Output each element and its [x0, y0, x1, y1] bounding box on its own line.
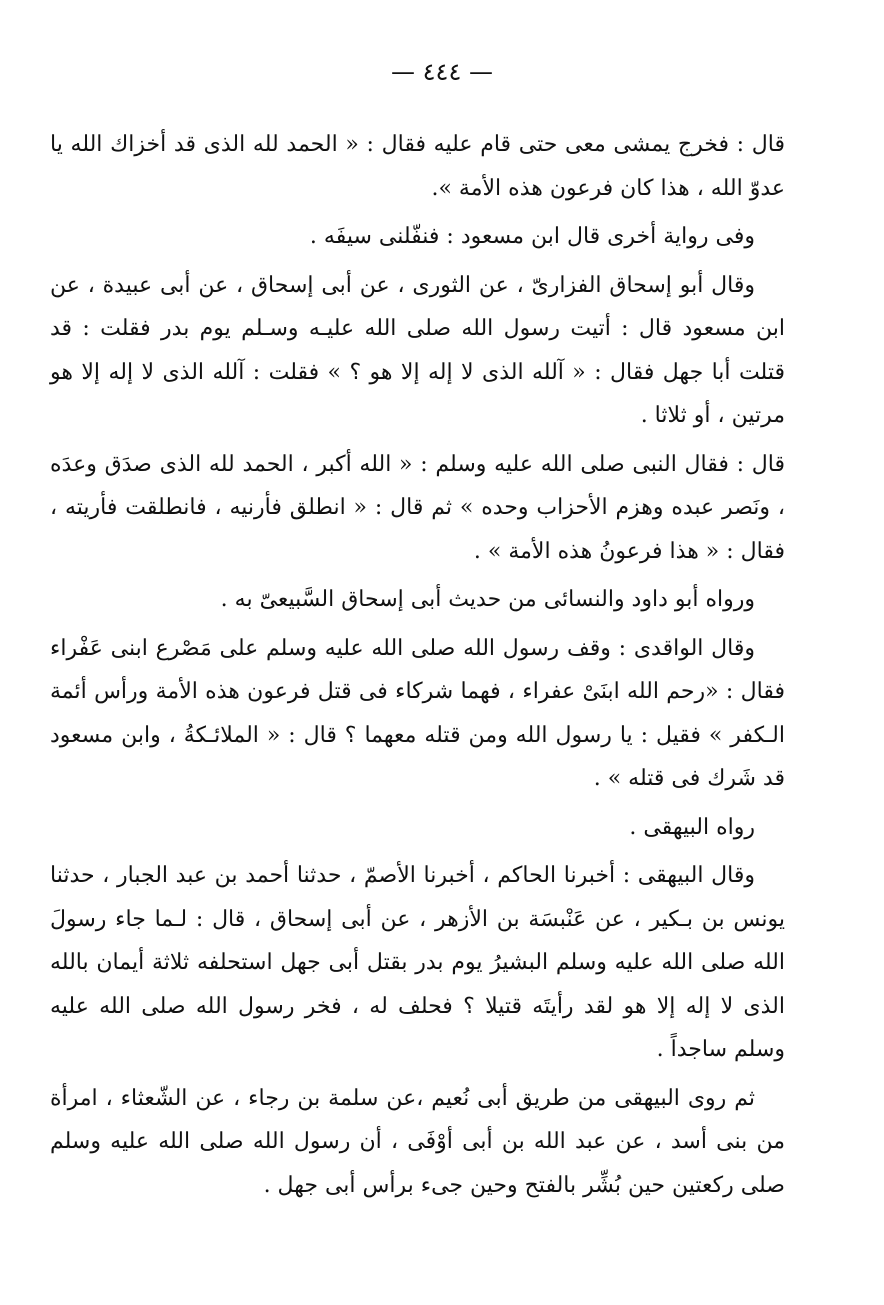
paragraph-1: قال : فخرج يمشى معى حتى قام عليه فقال : « الحمد لله الذى قد أخزاك الله يا عدوّ الله ، هذا كان فرعون هذه الأمة ». [50, 132, 785, 201]
body-text [50, 123, 785, 1207]
paragraph-9: ثم روى البيهقى من طريق أبى نُعيم ،عن سلمة بن رجاء ، عن الشّعثاء ، امرأة من بنى أسد ، عن عبد الله بن أبى أوْفَى ، أن رسول الله صلى الله عليه وسلم صلى ركعتين حين بُشِّر بالفتح وحين جىء برأس أبى جهل . [50, 1085, 785, 1198]
paragraph-2: وفى رواية أخرى قال ابن مسعود : فنفّلنى سيفَه . [309, 224, 755, 249]
paragraph-3: وقال أبو إسحاق الفزارىّ ، عن الثورى ، عن أبى إسحاق ، عن أبى عبيدة ، عن ابن مسعود قال : أتيت رسول الله صلى الله عليـه وسـلم يوم بدر فقلت : قد قتلت أبا جهل فقال : « آلله الذى لا إله إلا هو ؟ » فقلت : آلله الذى لا إله إلا هو مرتين ، أو ثلاثا . [50, 272, 785, 428]
paragraph-6: وقال الواقدى : وقف رسول الله صلى الله عليه وسلم على مَصْرع ابنى عَفْراء فقال : «رحم الله ابنَىْ عفراء ، فهما شركاء فى قتل فرعون هذه الأمة ورأس أئمة الـكفر » فقيل : يا رسول الله ومن قتله معهما ؟ قال : « الملائـكةُ ، وابن مسعود قد شَرك فى قتله » . [50, 635, 785, 791]
paragraph-5: ورواه أبو داود والنسائى من حديث أبى إسحاق السَّبيعىّ به . [220, 587, 755, 612]
paragraph-8: وقال البيهقى : أخبرنا الحاكم ، أخبرنا الأصمّ ، حدثنا أحمد بن عبد الجبار ، حدثنا يونس بن بـكير ، عن عَنْبسَة بن الأزهر ، عن أبى إسحاق ، قال : لـما جاء رسولَ الله صلى الله عليه وسلم البشيرُ يوم بدر بقتل أبى جهل استحلفه ثلاثة أيمان بالله الذى لا إله إلا هو لقد رأيتَه قتيلا ؟ فحلف له ، فخر رسول الله صلى الله عليه وسلم ساجداً . [50, 863, 785, 1062]
paragraph-4: قال : فقال النبى صلى الله عليه وسلم : « الله أكبر ، الحمد لله الذى صدَق وعدَه ، ونَصر عبده وهزم الأحزاب وحده » ثم قال : « انطلق فأرنيه ، فانطلقت فأريته ، فقال : « هذا فرعونُ هذه الأمة » . [50, 451, 785, 564]
page-number: — ٤٤٤ — [391, 58, 493, 86]
paragraph-7: رواه البيهقى . [629, 814, 755, 840]
